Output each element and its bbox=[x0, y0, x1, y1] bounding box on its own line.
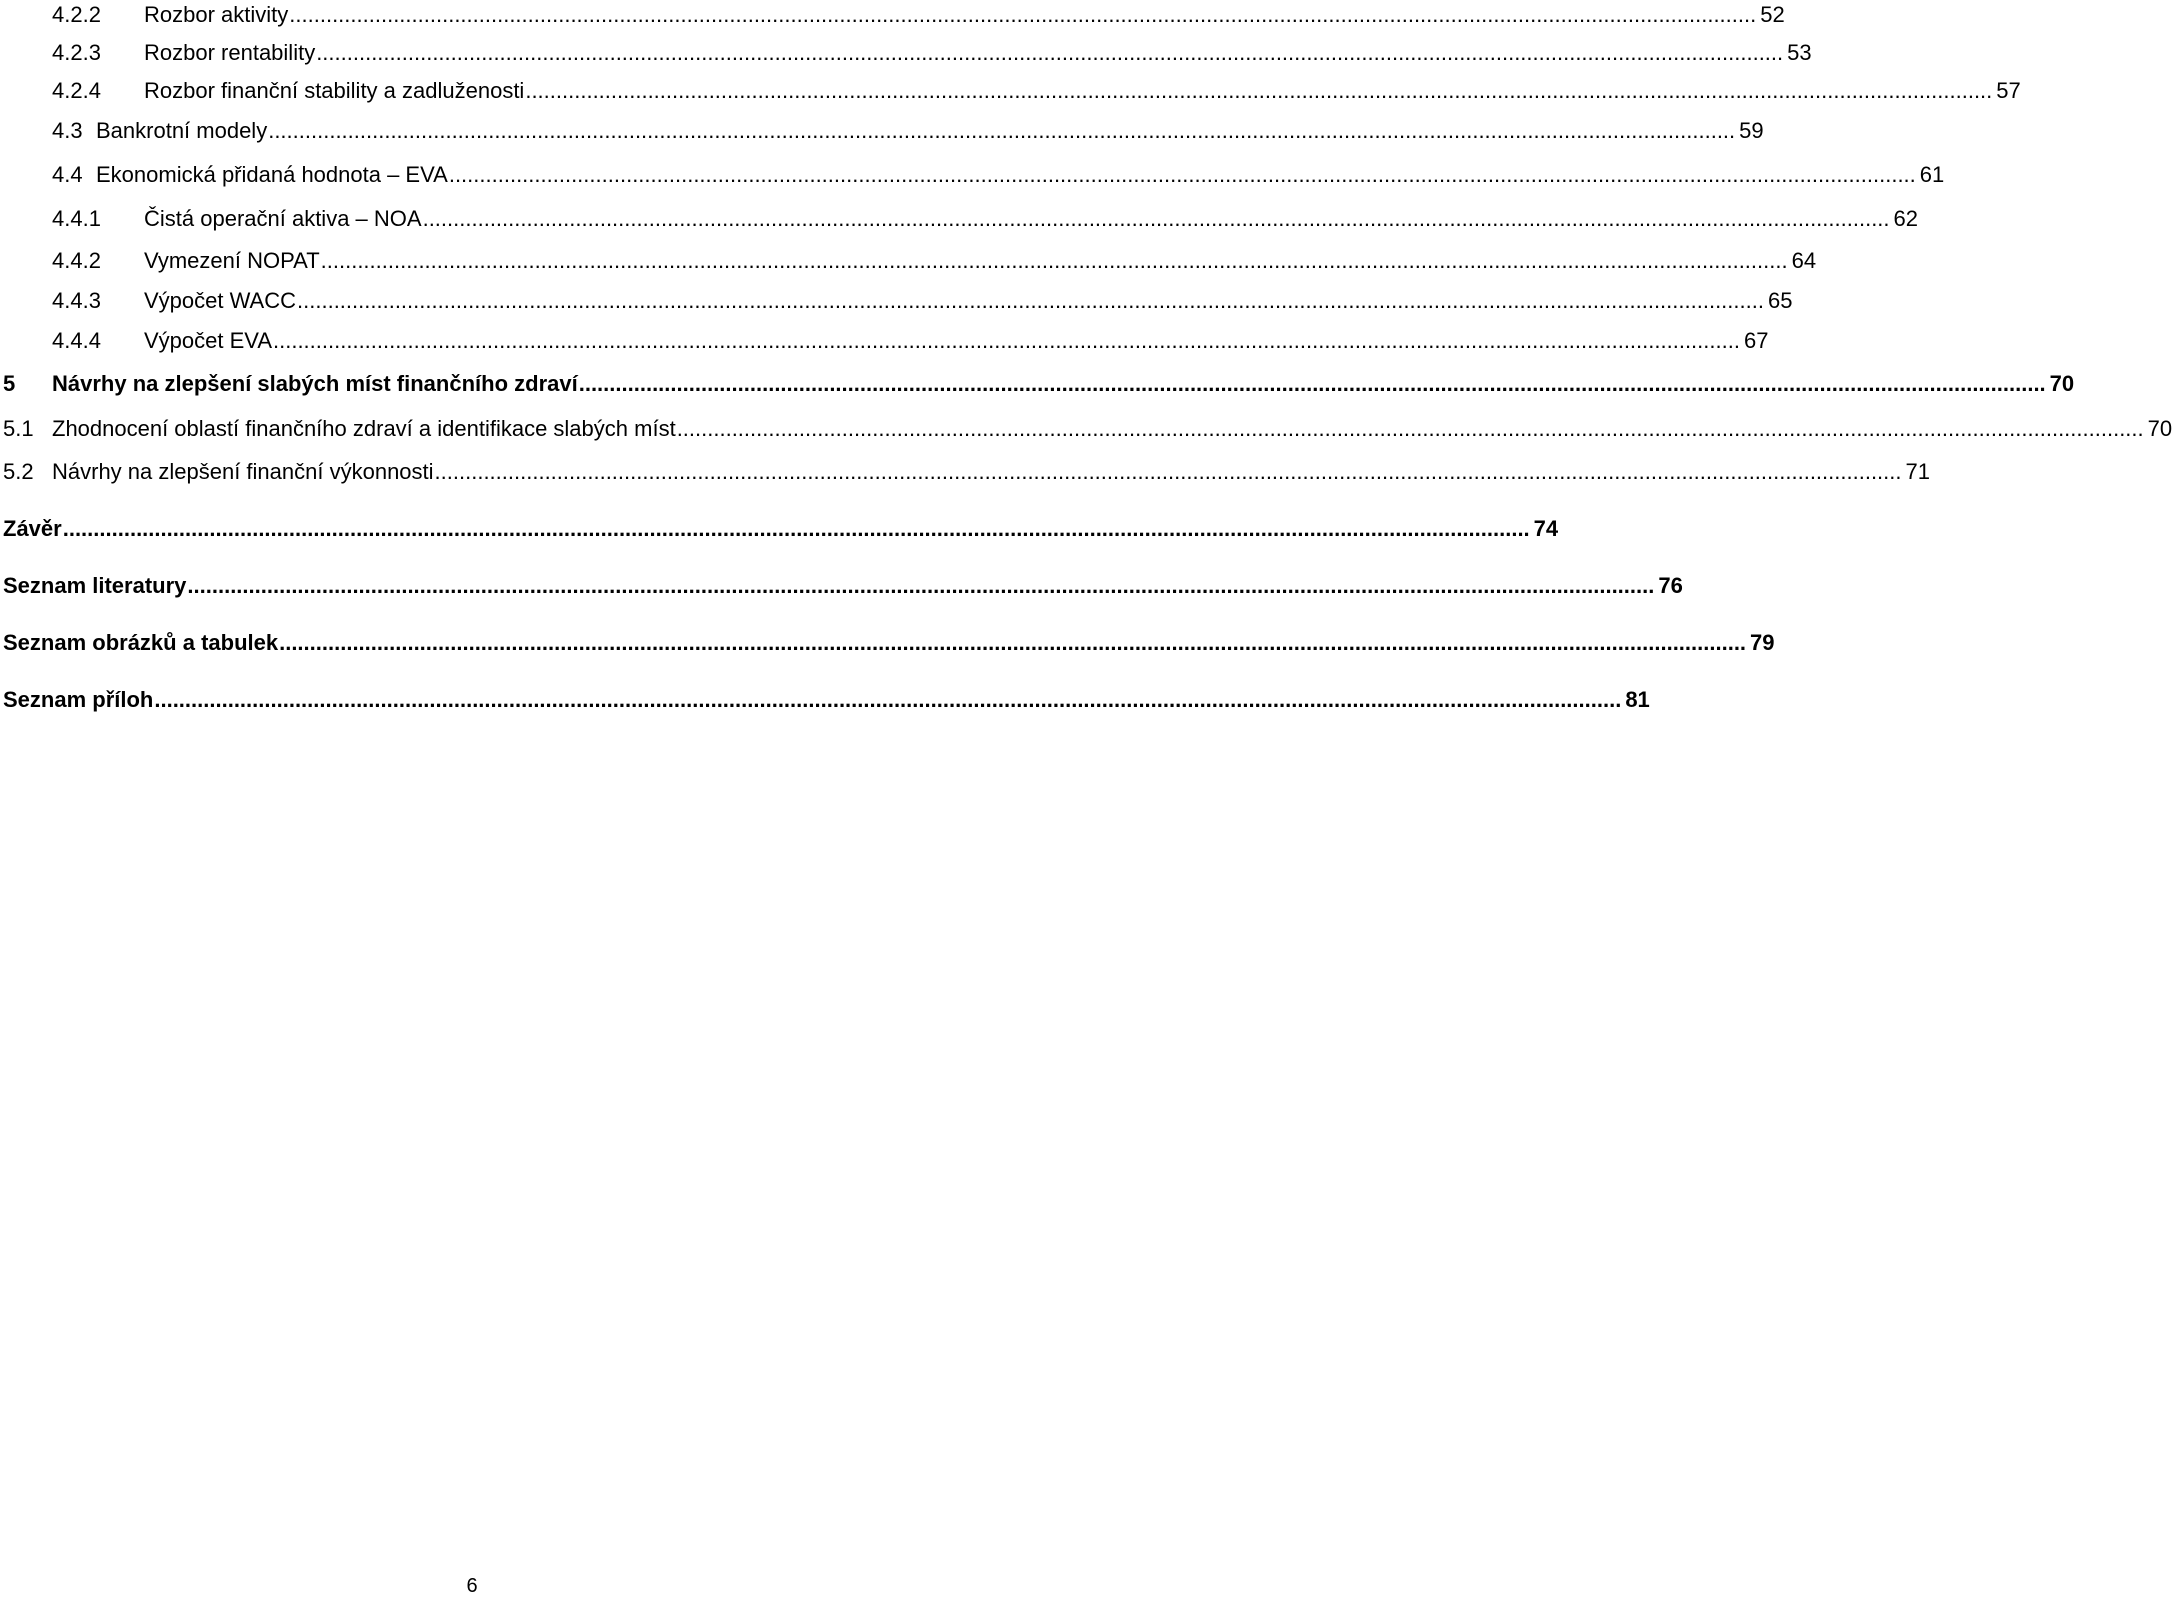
toc-entry-title: Výpočet WACC bbox=[144, 288, 297, 313]
toc-entry-number: 4.4 bbox=[52, 162, 83, 187]
toc-entry-page: 64 bbox=[1791, 248, 1817, 273]
toc-entry-4-4[interactable] bbox=[0, 162, 1945, 187]
toc-entry-number: 4.4.1 bbox=[52, 206, 101, 231]
toc-entry-number: 5.1 bbox=[3, 416, 34, 441]
toc-entry-title: Výpočet EVA bbox=[144, 328, 272, 353]
toc-entry-number: 4.2.4 bbox=[52, 78, 101, 103]
toc-entry-4-2-2[interactable] bbox=[0, 2, 1785, 27]
dot-leader bbox=[273, 330, 1740, 352]
toc-entry-page: 81 bbox=[1625, 687, 1650, 712]
toc-entry-page: 59 bbox=[1739, 118, 1764, 143]
toc-entry-title: Čistá operační aktiva – NOA bbox=[144, 206, 422, 231]
toc-entry-4-4-1[interactable] bbox=[0, 206, 1919, 231]
dot-leader bbox=[297, 290, 1764, 312]
page-number: 6 bbox=[466, 1575, 478, 1597]
toc-entry-title: Závěr bbox=[3, 516, 62, 541]
toc-entry-page: 53 bbox=[1787, 40, 1812, 65]
toc-entry-4-2-3[interactable] bbox=[0, 40, 1812, 65]
toc-entry-title: Zhodnocení oblastí finančního zdraví a identifikace slabých míst bbox=[52, 416, 676, 441]
toc-entry-title: Seznam obrázků a tabulek bbox=[3, 630, 279, 655]
toc-entry-title: Seznam literatury bbox=[3, 573, 187, 598]
dot-leader bbox=[316, 42, 1783, 64]
dot-leader bbox=[449, 164, 1916, 186]
toc-entry-number: 4.2.2 bbox=[52, 2, 101, 27]
toc-entry-page: 61 bbox=[1919, 162, 1945, 187]
dot-leader bbox=[677, 418, 2144, 440]
toc-entry-page: 79 bbox=[1750, 630, 1775, 655]
toc-entry-4-2-4[interactable] bbox=[0, 78, 2021, 103]
toc-entry-number: 4.4.4 bbox=[52, 328, 101, 353]
toc-entry-page: 70 bbox=[2147, 416, 2172, 441]
dot-leader bbox=[187, 575, 1654, 597]
toc-entry-seznam-priloh[interactable] bbox=[0, 687, 1650, 712]
toc-entry-zaver[interactable] bbox=[0, 516, 1559, 541]
toc-entry-page: 67 bbox=[1743, 328, 1769, 353]
toc-entry-page: 70 bbox=[2049, 371, 2075, 396]
toc-entry-title: Rozbor finanční stability a zadluženosti bbox=[144, 78, 525, 103]
toc-entry-seznam-literatury[interactable] bbox=[0, 573, 1683, 598]
toc-entry-number: 5.2 bbox=[3, 459, 34, 484]
toc-entry-title: Bankrotní modely bbox=[96, 118, 268, 143]
toc-entry-5[interactable] bbox=[0, 371, 2075, 396]
dot-leader bbox=[279, 632, 1746, 654]
toc-entry-title: Návrhy na zlepšení slabých míst finančního zdraví bbox=[52, 371, 578, 396]
toc-entry-title: Návrhy na zlepšení finanční výkonnosti bbox=[52, 459, 434, 484]
dot-leader bbox=[289, 4, 1756, 26]
toc-entry-4-4-3[interactable] bbox=[0, 288, 1793, 313]
dot-leader bbox=[423, 208, 1890, 230]
toc-entry-number: 4.3 bbox=[52, 118, 83, 143]
toc-entry-number: 4.4.2 bbox=[52, 248, 101, 273]
dot-leader bbox=[579, 373, 2046, 395]
dot-leader bbox=[321, 250, 1788, 272]
dot-leader bbox=[154, 689, 1621, 711]
dot-leader bbox=[435, 461, 1902, 483]
toc-entry-5-1[interactable] bbox=[0, 416, 2172, 441]
toc-entry-page: 76 bbox=[1658, 573, 1683, 598]
toc-entry-number: 5 bbox=[3, 371, 16, 396]
toc-entry-4-4-4[interactable] bbox=[0, 328, 1769, 353]
toc-entry-page: 65 bbox=[1767, 288, 1793, 313]
toc-entry-page: 57 bbox=[1996, 78, 2021, 103]
dot-leader bbox=[63, 518, 1530, 540]
toc-entry-title: Vymezení NOPAT bbox=[144, 248, 320, 273]
toc-entry-title: Ekonomická přidaná hodnota – EVA bbox=[96, 162, 448, 187]
toc-entry-5-2[interactable] bbox=[0, 459, 1930, 484]
toc-entry-page: 62 bbox=[1893, 206, 1919, 231]
toc-entry-title: Rozbor rentability bbox=[144, 40, 316, 65]
toc-entry-number: 4.2.3 bbox=[52, 40, 101, 65]
toc-entry-number: 4.4.3 bbox=[52, 288, 101, 313]
dot-leader bbox=[268, 120, 1735, 142]
toc-entry-seznam-obrazku[interactable] bbox=[0, 630, 1775, 655]
dot-leader bbox=[525, 80, 1992, 102]
toc-entry-4-4-2[interactable] bbox=[0, 248, 1817, 273]
toc-entry-title: Seznam příloh bbox=[3, 687, 154, 712]
toc-entry-page: 71 bbox=[1905, 459, 1930, 484]
toc-entry-page: 52 bbox=[1760, 2, 1785, 27]
toc-entry-4-3[interactable] bbox=[0, 118, 1764, 143]
toc-entry-title: Rozbor aktivity bbox=[144, 2, 289, 27]
toc-entry-page: 74 bbox=[1533, 516, 1559, 541]
